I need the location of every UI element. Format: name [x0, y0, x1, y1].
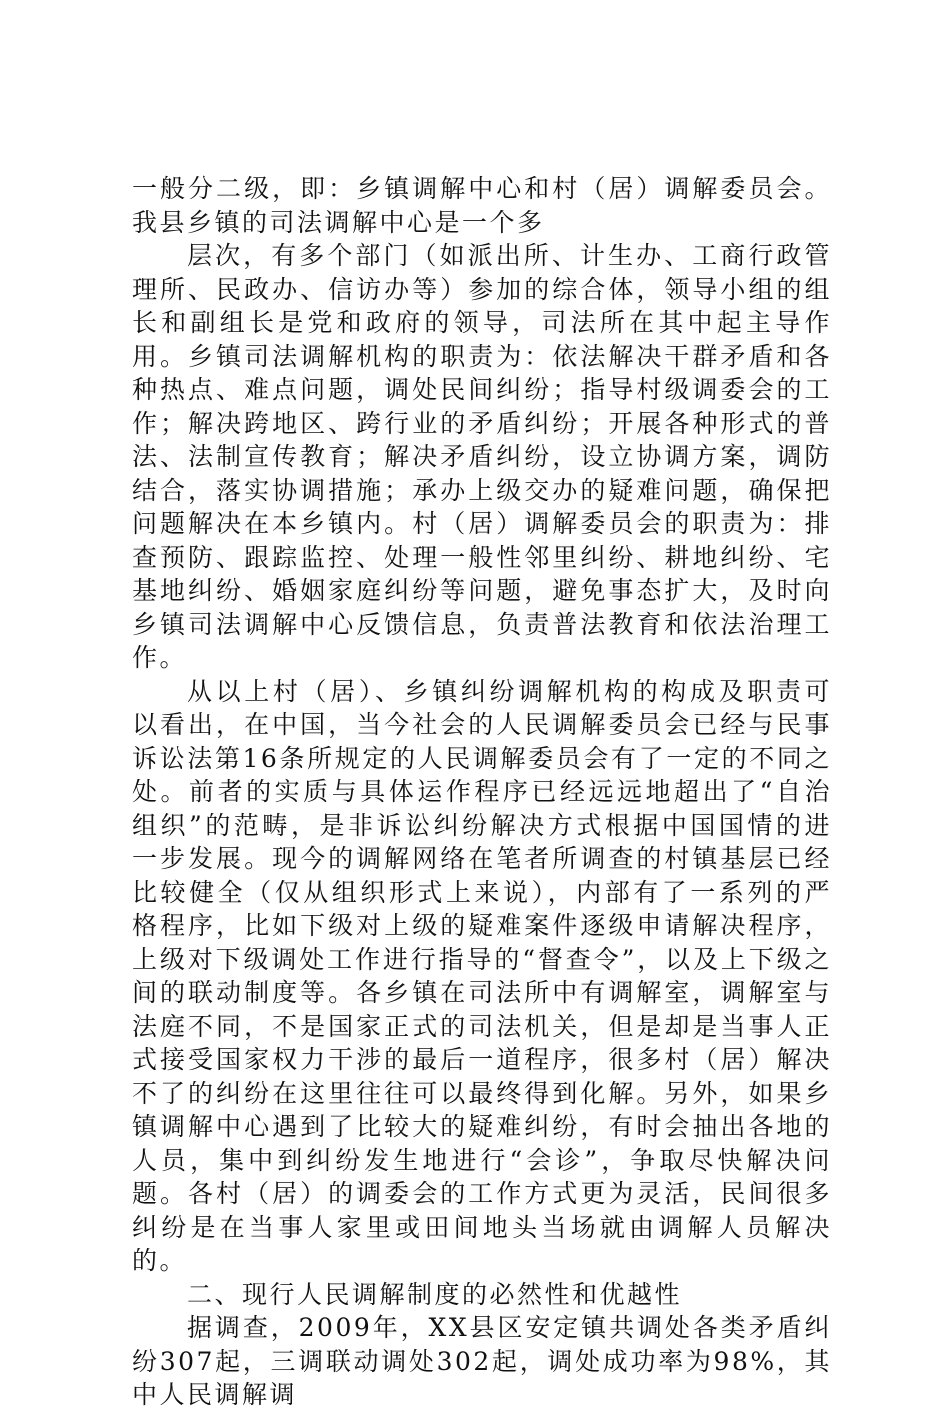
paragraph-mediation-analysis: 从以上村（居）、乡镇纠纷调解机构的构成及职责可以看出，在中国，当今社会的人民调解委员会已经与民事诉讼法第16条所规定的人民调解委员会有了一定的不同之处。前者的实质与具体运作程序已经远远地超出了“自治组织”的范畴，是非诉讼纠纷解决方式根据中国国情的进一步发展。现今的调解网络在笔者所调查的村镇基层已经比较健全（仅从组织形式上来说），内部有了一系列的严格程序，比如下级对上级的疑难案件逐级申请解决程序，上级对下级调处工作进行指导的“督查令”，以及上下级之间的联动制度等。各乡镇在司法所中有调解室，调解室与法庭不同，不是国家正式的司法机关，但是却是当事人正式接受国家权力干涉的最后一道程序，很多村（居）解决不了的纠纷在这里往往可以最终得到化解。另外，如果乡镇调解中心遇到了比较大的疑难纠纷，有时会抽出各地的人员，集中到纠纷发生地进行“会诊”，争取尽快解决问题。各村（居）的调委会的工作方式更为灵活，民间很多纠纷是在当事人家里或田间地头当场就由调解人员解决的。: [132, 676, 832, 1275]
paragraph-continuation: 一般分二级，即：乡镇调解中心和村（居）调解委员会。我县乡镇的司法调解中心是一个多: [132, 174, 832, 237]
paragraph-survey-statistics: 据调查，2009年，XX县区安定镇共调处各类矛盾纠纷307起，三调联动调处302起，调处成功率为98%，其中人民调解调: [132, 1313, 832, 1409]
section-heading: 二、现行人民调解制度的必然性和优越性: [187, 1279, 683, 1309]
document-body: [132, 172, 832, 1412]
paragraph-township-mediation-duties: 层次，有多个部门（如派出所、计生办、工商行政管理所、民政办、信访办等）参加的综合体，领导小组的组长和副组长是党和政府的领导，司法所在其中起主导作用。乡镇司法调解机构的职责为：依法解决干群矛盾和各种热点、难点问题，调处民间纠纷；指导村级调委会的工作；解决跨地区、跨行业的矛盾纠纷；开展各种形式的普法、法制宣传教育；解决矛盾纠纷，设立协调方案，调防结合，落实协调措施；承办上级交办的疑难问题，确保把问题解决在本乡镇内。村（居）调解委员会的职责为：排查预防、跟踪监控、处理一般性邻里纠纷、耕地纠纷、宅基地纠纷、婚姻家庭纠纷等问题，避免事态扩大，及时向乡镇司法调解中心反馈信息，负责普法教育和依法治理工作。: [132, 241, 832, 672]
